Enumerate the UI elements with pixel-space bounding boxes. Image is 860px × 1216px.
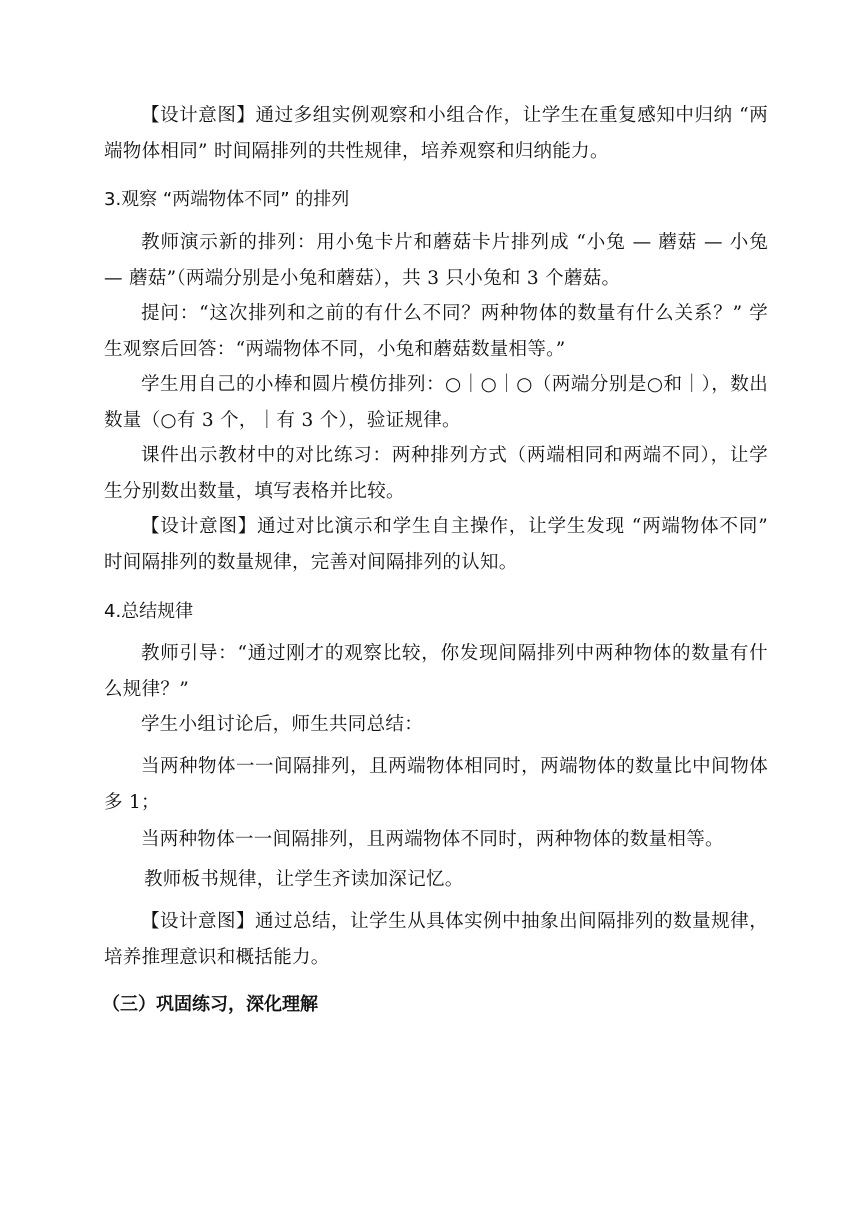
group-discussion-paragraph: 学生小组讨论后，师生共同总结：	[141, 714, 424, 735]
teacher-guide-paragraph: 教师引导：“通过刚才的观察比较，你发现间隔排列中两种物体的数量有什么规律？”	[104, 643, 768, 700]
blackboard-paragraph: 教师板书规律，让学生齐读加深记忆。	[144, 869, 464, 890]
question-paragraph: 提问：“这次排列和之前的有什么不同？两种物体的数量有什么关系？” 学生观察后回答：“两端物体不同，小兔和蘑菇数量相等。”	[104, 303, 768, 360]
courseware-exercise-paragraph: 课件出示教材中的对比练习：两种排列方式（两端相同和两端不同），让学生分别数出数量，填写表格并比较。	[104, 445, 768, 502]
design-intent-paragraph-3: 【设计意图】通过总结，让学生从具体实例中抽象出间隔排列的数量规律，培养推理意识和概括能力。	[104, 911, 768, 968]
rule-same-ends-paragraph: 当两种物体一一间隔排列，且两端物体相同时，两端物体的数量比中间物体多 1；	[104, 756, 768, 813]
design-intent-paragraph-2: 【设计意图】通过对比演示和学生自主操作，让学生发现 “两端物体不同” 时间隔排列的数量规律，完善对间隔排列的认知。	[104, 516, 768, 573]
subheading-summarize-rules: 4.总结规律	[104, 601, 194, 622]
teacher-demo-paragraph: 教师演示新的排列：用小兔卡片和蘑菇卡片排列成 “小兔 — 蘑菇 — 小兔 — 蘑菇”（两端分别是小兔和蘑菇），共 3 只小兔和 3 个蘑菇。	[104, 232, 768, 289]
design-intent-paragraph-1: 【设计意图】通过多组实例观察和小组合作，让学生在重复感知中归纳 “两端物体相同” 时间隔排列的共性规律，培养观察和归纳能力。	[104, 105, 768, 162]
rule-different-ends-paragraph: 当两种物体一一间隔排列，且两端物体不同时，两种物体的数量相等。	[141, 829, 724, 850]
section-heading-consolidate-practice: （三）巩固练习，深化理解	[102, 994, 318, 1015]
student-imitate-paragraph: 学生用自己的小棒和圆片模仿排列：○｜○｜○（两端分别是○和｜），数出数量（○有 3 个，｜有 3 个），验证规律。	[104, 374, 768, 431]
subheading-observe-different-ends: 3.观察 “两端物体不同” 的排列	[104, 189, 350, 210]
